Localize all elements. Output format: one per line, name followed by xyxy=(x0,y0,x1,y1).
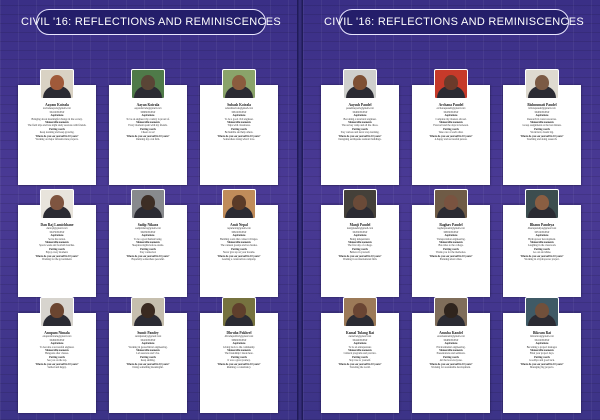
aspirations-label: Aspirations xyxy=(535,234,549,238)
future-text: Working in a hydropower project. xyxy=(524,258,560,262)
student-email: bishnupaudel@gmail.com xyxy=(528,107,556,111)
future-label: Where do you see yourself in 10 years? xyxy=(217,134,261,138)
student-email: anushakandel@gmail.com xyxy=(437,335,465,339)
future-label: Where do you see yourself in 10 years? xyxy=(520,254,564,258)
aspirations-label: Aspirations xyxy=(141,114,155,118)
parting-text: Enjoy every moment. xyxy=(45,251,69,255)
student-phone: 9847XXXXXX xyxy=(49,230,65,234)
memorable-label: Memorable moments xyxy=(227,121,251,125)
aspiration-text: Serve the nation. xyxy=(48,237,66,241)
parting-label: Parting words xyxy=(352,127,368,131)
student-name: Raghav Paudel xyxy=(439,223,463,227)
memorable-label: Memorable moments xyxy=(348,349,372,353)
parting-label: Parting words xyxy=(231,247,247,251)
memorable-label: Memorable moments xyxy=(45,241,69,245)
student-phone: 9842XXXXXX xyxy=(140,338,156,342)
student-name: Bhanu Pandeya xyxy=(529,223,555,227)
student-name: Subash Koirala xyxy=(227,103,251,107)
parting-text: Cheers to us! xyxy=(141,131,155,135)
student-email: anupamnimala@gmail.com xyxy=(42,335,72,339)
parting-label: Parting words xyxy=(443,247,459,251)
student-photo xyxy=(131,297,165,327)
memorable-text: Bus rides to the college. xyxy=(438,244,464,248)
future-text: Running my own firm. xyxy=(136,138,160,142)
aspirations-label: Aspirations xyxy=(444,342,458,346)
aspirations-label: Aspirations xyxy=(353,234,367,238)
future-text: Settled and happy. xyxy=(47,366,67,370)
student-name: Bikram Rai xyxy=(532,331,552,335)
student-name: Aayan Koirala xyxy=(136,103,160,107)
memorable-label: Memorable moments xyxy=(45,349,69,353)
student-name: Sadip Nikara xyxy=(137,223,159,227)
student-phone: 9846XXXXXX xyxy=(352,110,368,114)
memorable-text: Presentations and seminars. xyxy=(436,352,466,356)
future-text: A happy and successful person. xyxy=(434,138,468,142)
student-photo xyxy=(434,297,468,327)
student-email: aayankoirala@gmail.com xyxy=(134,107,162,111)
future-text: Working for sustainable development. xyxy=(431,366,471,370)
memorable-label: Memorable moments xyxy=(439,349,463,353)
future-label: Where do you see yourself in 10 years? xyxy=(126,254,170,258)
parting-text: See you on the top. xyxy=(47,359,67,363)
memorable-label: Memorable moments xyxy=(136,349,160,353)
memorable-text: The canteen gossips and tea breaks. xyxy=(220,244,258,248)
student-photo xyxy=(222,189,256,219)
aspirations-label: Aspirations xyxy=(50,234,64,238)
aspirations-label: Aspirations xyxy=(353,342,367,346)
aspiration-text: Giving back to the community. xyxy=(222,345,256,349)
student-photo xyxy=(222,69,256,99)
future-text: Traveling the world. xyxy=(349,366,371,370)
memorable-label: Memorable moments xyxy=(45,121,69,125)
parting-label: Parting words xyxy=(231,127,247,131)
student-name: Dan Raj Lamichhane xyxy=(40,223,74,227)
memorable-text: Lab sessions and viva. xyxy=(136,352,160,356)
student-email: bikramrai@gmail.com xyxy=(530,335,554,339)
aspirations-label: Aspirations xyxy=(141,342,155,346)
parting-text: Go out and shine. xyxy=(532,251,552,255)
student-card xyxy=(109,85,187,185)
parting-text: Thank you for the memories. xyxy=(435,251,467,255)
parting-text: Keep learning and keep growing. xyxy=(39,131,75,135)
aspiration-text: To be an engineer my country is proud of. xyxy=(126,117,170,121)
future-text: Designing earthquake resistant buildings. xyxy=(338,138,382,142)
future-label: Where do you see yourself in 10 years? xyxy=(429,134,473,138)
future-label: Where do you see yourself in 10 years? xyxy=(338,134,382,138)
memorable-text: Hangouts after classes. xyxy=(45,352,69,356)
future-label: Where do you see yourself in 10 years? xyxy=(35,254,79,258)
future-text: Running a consultancy. xyxy=(226,366,252,370)
student-card xyxy=(18,205,96,297)
student-photo xyxy=(525,297,559,327)
student-phone: 9845XXXXXX xyxy=(352,230,368,234)
future-label: Where do you see yourself in 10 years? xyxy=(520,362,564,366)
student-photo xyxy=(222,297,256,327)
right-page xyxy=(303,0,600,420)
aspirations-label: Aspirations xyxy=(535,342,549,346)
memorable-label: Memorable moments xyxy=(530,349,554,353)
memorable-label: Memorable moments xyxy=(530,121,554,125)
aspirations-label: Aspirations xyxy=(535,114,549,118)
aspiration-text: Becoming a project manager. xyxy=(526,345,558,349)
memorable-text: Cultural programs and practice. xyxy=(343,352,377,356)
parting-label: Parting words xyxy=(352,247,368,251)
student-phone: 9808XXXXXX xyxy=(140,110,156,114)
aspirations-label: Aspirations xyxy=(232,342,246,346)
student-photo xyxy=(343,69,377,99)
student-email: dhrubapokhrel@gmail.com xyxy=(224,335,254,339)
memorable-label: Memorable moments xyxy=(530,241,554,245)
student-email: danrajl@gmail.com xyxy=(46,227,68,231)
student-name: Amit Nepal xyxy=(230,223,248,227)
student-card xyxy=(412,313,490,413)
student-photo xyxy=(434,189,468,219)
parting-text: Goodbye and good luck. xyxy=(529,359,555,363)
student-card xyxy=(503,313,581,413)
future-label: Where do you see yourself in 10 years? xyxy=(126,362,170,366)
student-phone: 9861XXXXXX xyxy=(231,110,247,114)
parting-text: Stay connected. xyxy=(139,251,157,255)
future-label: Where do you see yourself in 10 years? xyxy=(217,254,261,258)
aspiration-text: Environmental engineering. xyxy=(436,345,466,349)
memorable-label: Memorable moments xyxy=(136,241,160,245)
future-label: Where do you see yourself in 10 years? xyxy=(520,134,564,138)
student-photo xyxy=(343,189,377,219)
aspiration-text: Complete my masters abroad. xyxy=(435,117,467,121)
future-text: Planning smart cities. xyxy=(439,258,463,262)
aspirations-label: Aspirations xyxy=(141,234,155,238)
future-text: Working for the government. xyxy=(41,258,73,262)
parting-text: Never give up on your dreams. xyxy=(222,251,256,255)
student-card xyxy=(109,313,187,413)
student-card xyxy=(503,205,581,297)
student-photo xyxy=(525,189,559,219)
memorable-label: Memorable moments xyxy=(439,121,463,125)
student-email: archanapaudel@gmail.com xyxy=(436,107,466,111)
student-card xyxy=(412,85,490,185)
student-phone: 9841XXXXXX xyxy=(534,338,550,342)
future-text: Working on major infrastructure projects. xyxy=(35,138,79,142)
memorable-text: Laughing in the classroom. xyxy=(527,244,557,248)
aspiration-text: Bringing about meaningful change in the society. xyxy=(31,117,83,121)
parting-text: It was a great journey. xyxy=(227,359,251,363)
student-phone: 9848XXXXXX xyxy=(443,338,459,342)
parting-text: Stay curious and never stop learning. xyxy=(340,131,380,135)
memorable-text: Group assignments at the last minute. xyxy=(522,124,562,128)
parting-label: Parting words xyxy=(443,355,459,359)
parting-text: Be humble and help others. xyxy=(224,131,254,135)
aspiration-text: Working in geotechnical engineering. xyxy=(128,345,168,349)
student-name: Sumit Pandey xyxy=(137,331,159,335)
memorable-label: Memorable moments xyxy=(136,121,160,125)
memorable-text: The survey camp and all the chaos. xyxy=(341,124,379,128)
aspiration-text: To become a successful engineer. xyxy=(39,345,75,349)
parting-label: Parting words xyxy=(140,355,156,359)
aspiration-text: Research in water resources. xyxy=(527,117,557,121)
memorable-text: The first day of college. xyxy=(347,244,373,248)
student-email: kamalrai@gmail.com xyxy=(348,335,372,339)
aspiration-text: To be an entrepreneur. xyxy=(348,345,372,349)
student-email: sadipnikara@gmail.com xyxy=(135,227,161,231)
student-card xyxy=(18,313,96,413)
student-phone: 9849XXXXXX xyxy=(49,338,65,342)
aspiration-text: To be a good human being. xyxy=(133,237,163,241)
aspirations-label: Aspirations xyxy=(50,114,64,118)
student-photo xyxy=(525,69,559,99)
student-name: Aayam Koirala xyxy=(45,103,69,107)
student-phone: 9843XXXXXX xyxy=(443,110,459,114)
future-label: Where do you see yourself in 10 years? xyxy=(126,134,170,138)
future-text: Hopefully somewhere peaceful. xyxy=(131,258,165,262)
student-email: koiralaaayam@gmail.com xyxy=(43,107,71,111)
future-text: Leading a construction company. xyxy=(221,258,257,262)
parting-label: Parting words xyxy=(231,355,247,359)
student-card xyxy=(200,85,278,185)
memorable-label: Memorable moments xyxy=(227,241,251,245)
future-text: Somewhere doing what I love. xyxy=(223,138,255,142)
aspiration-text: Hydropower development. xyxy=(528,237,556,241)
parting-text: Believe in yourself. xyxy=(349,251,371,255)
memorable-text: The friendship I made here. xyxy=(224,352,254,356)
student-name: Aayush Paudel xyxy=(348,103,372,107)
student-phone: 9818XXXXXX xyxy=(140,230,156,234)
student-phone: 9841XXXXXX xyxy=(49,110,65,114)
student-email: paudelaayush@gmail.com xyxy=(346,107,374,111)
student-card xyxy=(18,85,96,185)
memorable-text: Every moment spent with my friends. xyxy=(128,124,168,128)
student-card xyxy=(200,205,278,297)
aspiration-text: To be a good civil engineer. xyxy=(224,117,254,121)
future-text: Working in an international firm. xyxy=(342,258,378,262)
parting-text: Keep smiling. xyxy=(140,359,156,363)
memorable-text: The field trips and late night study sessions with friends. xyxy=(27,124,87,128)
student-name: Bishnumati Paudel xyxy=(527,103,557,107)
memorable-text: Sleepless nights before exams. xyxy=(132,244,164,248)
student-name: Dhruba Pokhrel xyxy=(226,331,252,335)
aspirations-label: Aspirations xyxy=(232,234,246,238)
aspiration-text: Transportation engineering. xyxy=(436,237,466,241)
page-title-banner: CIVIL '16: REFLECTIONS AND REMINISCENCES xyxy=(36,9,266,35)
future-text: Doing something meaningful. xyxy=(132,366,164,370)
future-label: Where do you see yourself in 10 years? xyxy=(35,134,79,138)
future-label: Where do you see yourself in 10 years? xyxy=(35,362,79,366)
memorable-label: Memorable moments xyxy=(348,121,372,125)
future-label: Where do you see yourself in 10 years? xyxy=(338,362,382,366)
student-name: Kamal Tulang Rai xyxy=(345,331,375,335)
student-name: Archana Paudel xyxy=(438,103,464,107)
student-email: raghavpaudel@gmail.com xyxy=(437,227,465,231)
parting-label: Parting words xyxy=(49,355,65,359)
student-photo xyxy=(434,69,468,99)
student-email: subashkoirala@gmail.com xyxy=(225,107,253,111)
student-phone: 9844XXXXXX xyxy=(352,338,368,342)
student-card xyxy=(321,205,399,297)
page-title-banner: CIVIL '16: REFLECTIONS AND REMINISCENCES xyxy=(339,9,569,35)
memorable-label: Memorable moments xyxy=(439,241,463,245)
student-card xyxy=(503,85,581,185)
memorable-text: Farewell and the days in between. xyxy=(433,124,469,128)
student-photo xyxy=(40,297,74,327)
memorable-label: Memorable moments xyxy=(348,241,372,245)
parting-text: Stay true to yourself. xyxy=(349,359,371,363)
student-phone: 9840XXXXXX xyxy=(534,110,550,114)
student-photo xyxy=(40,69,74,99)
aspirations-label: Aspirations xyxy=(444,114,458,118)
parting-text: Work hard, dream big. xyxy=(530,131,554,135)
memorable-text: Final year project days. xyxy=(529,352,555,356)
student-name: Manji Paudel xyxy=(349,223,371,227)
aspiration-text: Becoming a structural engineer. xyxy=(343,117,377,121)
parting-label: Parting words xyxy=(49,127,65,131)
student-name: Anusha Kandel xyxy=(439,331,463,335)
parting-label: Parting words xyxy=(352,355,368,359)
student-email: nepalamit@gmail.com xyxy=(227,227,251,231)
aspiration-text: Building roads that connect villages. xyxy=(220,237,258,241)
memorable-text: Sports week and football matches. xyxy=(39,244,75,248)
future-text: Managing big projects. xyxy=(530,366,554,370)
future-text: Teaching and doing research. xyxy=(526,138,558,142)
aspirations-label: Aspirations xyxy=(353,114,367,118)
parting-label: Parting words xyxy=(140,247,156,251)
student-card xyxy=(109,205,187,297)
future-label: Where do you see yourself in 10 years? xyxy=(217,362,261,366)
memorable-label: Memorable moments xyxy=(227,349,251,353)
parting-label: Parting words xyxy=(534,247,550,251)
student-phone: 9866XXXXXX xyxy=(231,338,247,342)
left-page xyxy=(0,0,297,420)
student-name: Anupam Nimala xyxy=(44,331,70,335)
student-email: manjipaudel@gmail.com xyxy=(346,227,374,231)
future-label: Where do you see yourself in 10 years? xyxy=(338,254,382,258)
future-label: Where do you see yourself in 10 years? xyxy=(429,362,473,366)
aspirations-label: Aspirations xyxy=(444,234,458,238)
aspirations-label: Aspirations xyxy=(232,114,246,118)
student-photo xyxy=(343,297,377,327)
student-phone: 9851XXXXXX xyxy=(534,230,550,234)
student-email: bhanupandeya@gmail.com xyxy=(527,227,557,231)
student-card xyxy=(321,313,399,413)
parting-text: All the best everyone. xyxy=(439,359,463,363)
student-photo xyxy=(131,189,165,219)
parting-label: Parting words xyxy=(140,127,156,131)
memorable-text: Trips with classmates. xyxy=(227,124,251,128)
student-card xyxy=(200,313,278,413)
parting-label: Parting words xyxy=(534,355,550,359)
parting-text: Take care of each other. xyxy=(438,131,464,135)
student-phone: 9862XXXXXX xyxy=(231,230,247,234)
student-card xyxy=(321,85,399,185)
student-photo xyxy=(131,69,165,99)
aspiration-text: Being independent. xyxy=(349,237,371,241)
parting-label: Parting words xyxy=(49,247,65,251)
student-card xyxy=(412,205,490,297)
parting-label: Parting words xyxy=(534,127,550,131)
student-photo xyxy=(40,189,74,219)
student-email: sumitpandey@gmail.com xyxy=(134,335,162,339)
parting-label: Parting words xyxy=(443,127,459,131)
future-label: Where do you see yourself in 10 years? xyxy=(429,254,473,258)
student-phone: 9865XXXXXX xyxy=(443,230,459,234)
aspirations-label: Aspirations xyxy=(50,342,64,346)
